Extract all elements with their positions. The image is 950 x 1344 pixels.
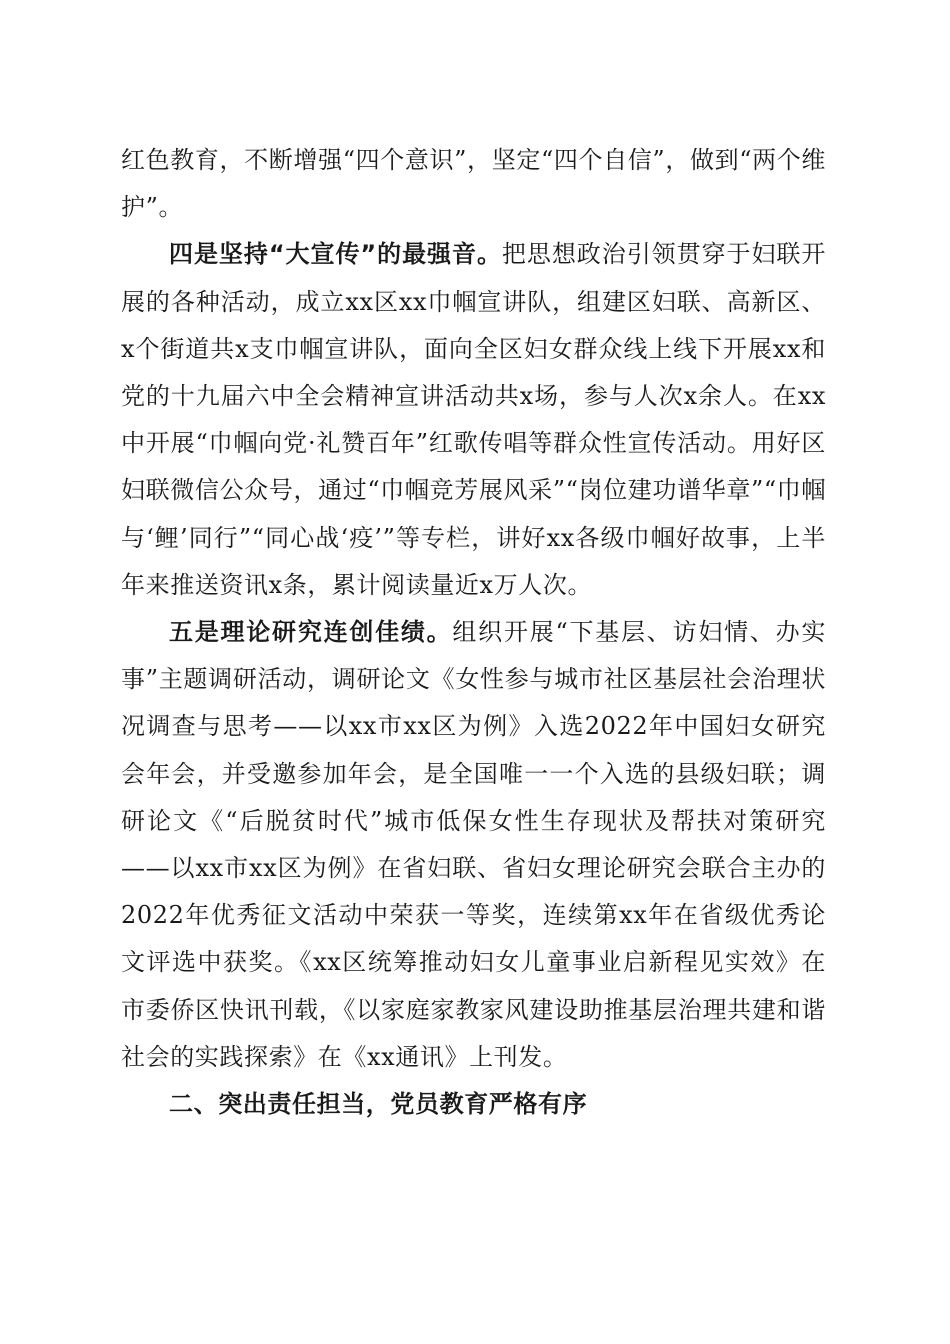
paragraph-body: 组织开展“下基层、访妇情、办实事”主题调研活动，调研论文《女性参与城市社区基层社会治理状况调查与思考——以xx市xx区为例》入选2022年中国妇女研究会年会，并受邀参加年会，是全国唯一一个入选的县级妇联；调研论文《“后脱贫时代”城市低保女性生存现状及帮扶对策研究——以xx市xx区为例》在省妇联、省妇女理论研究会联合主办的2022年优秀征文活动中荣获一等奖，连续第xx年在省级优秀论文评选中获奖。《xx区统筹推动妇女儿童事业启新程见实效》在市委侨区快讯刊载，《以家庭家教家风建设助推基层治理共建和谐社会的实践探索》在《xx通讯》上刊发。 <box>121 618 826 1071</box>
paragraph-lead: 五是理论研究连创佳绩。 <box>169 618 453 647</box>
paragraph-lead: 四是坚持“大宣传”的最强音。 <box>169 240 502 269</box>
document-body <box>121 137 826 1128</box>
paragraph-text: 红色教育，不断增强“四个意识”，坚定“四个自信”，做到“两个维护”。 <box>121 146 826 222</box>
paragraph-continuation <box>121 137 826 231</box>
paragraph-body: 把思想政治引领贯穿于妇联开展的各种活动，成立xx区xx巾帼宣讲队，组建区妇联、高新区、x个街道共x支巾帼宣讲队，面向全区妇女群众线上线下开展xx和党的十九届六中全会精神宣讲活动共x场，参与人次x余人。在xx中开展“巾帼向党·礼赞百年”红歌传唱等群众性宣传活动。用好区妇联微信公众号，通过“巾帼竞芳展风采”“岗位建功谱华章”“巾帼与‘鲤’同行”“同心战‘疫’”等专栏，讲好xx各级巾帼好故事，上半年来推送资讯x条，累计阅读量近x万人次。 <box>121 240 826 599</box>
paragraph-publicity <box>121 231 826 609</box>
paragraph-research <box>121 609 826 1081</box>
section-heading: 二、突出责任担当，党员教育严格有序 <box>169 1090 588 1119</box>
